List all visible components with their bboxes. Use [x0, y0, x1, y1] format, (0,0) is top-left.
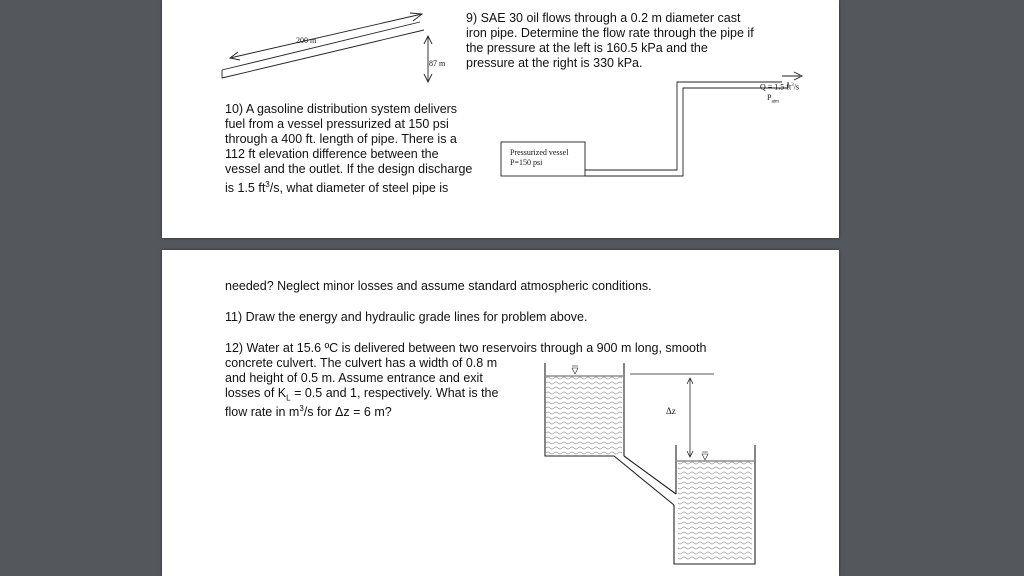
problem-12-line-4-a: losses of K: [225, 386, 287, 400]
problem-10-continued: needed? Neglect minor losses and assume standard atmospheric conditions.: [225, 279, 652, 293]
patm-sub: atm: [771, 99, 779, 105]
problem-10-line-6-b: /s, what diameter of steel pipe is: [269, 181, 449, 196]
problem-12-line-5-sup: 3: [299, 404, 304, 413]
reservoirs-figure: [162, 250, 839, 576]
problem-11: 11) Draw the energy and hydraulic grade lines for problem above.: [225, 310, 588, 324]
problem-9-line-3: the pressure at the left is 160.5 kPa and the: [466, 41, 708, 55]
problem-12-line-2: concrete culvert. The culvert has a width of 0.8 m: [225, 356, 498, 370]
problem-12-line-3: and height of 0.5 m. Assume entrance and exit: [225, 371, 483, 385]
discharge-label-sup: 3: [791, 83, 794, 88]
problem-12-line-5-b: /s for Δz = 6 m?: [303, 405, 392, 420]
discharge-label-b: /s: [793, 82, 800, 92]
discharge-label: [760, 81, 799, 93]
discharge-label-a: Q = 1.5 ft: [760, 82, 792, 92]
problem-10-line-6-sup: 3: [265, 180, 270, 189]
pipe-height-label: 87 m: [429, 59, 446, 68]
vessel-pressure-label: P=150 psi: [510, 158, 543, 167]
problem-9-line-1: 9) SAE 30 oil flows through a 0.2 m diameter cast: [466, 11, 741, 25]
problem-12-line-5-a: flow rate in m: [225, 405, 300, 420]
problem-10-line-5: vessel and the outlet. If the design discharge: [225, 162, 473, 176]
problem-10-line-4: 112 ft elevation difference between the: [225, 147, 439, 161]
problem-12-line-1: 12) Water at 15.6 ºC is delivered between two reservoirs through a 900 m long, smooth: [225, 341, 707, 355]
problem-12-line-4-sub: L: [286, 393, 291, 403]
document-page-2: [162, 250, 839, 576]
problem-12-line-4-b: = 0.5 and 1, respectively. What is the: [290, 386, 499, 400]
problem-9-line-4: pressure at the right is 330 kPa.: [466, 56, 643, 70]
problem-10-line-6-a: is 1.5 ft: [225, 181, 266, 196]
patm-label: P: [767, 93, 772, 102]
problem-9-line-2: iron pipe. Determine the flow rate through the pipe if: [466, 26, 754, 40]
document-page-1: [162, 0, 839, 238]
problem-10-line-2: fuel from a vessel pressurized at 150 psi: [225, 117, 449, 131]
delta-z-label: Δz: [666, 406, 676, 416]
pipe-length-label: 200 m: [296, 36, 317, 45]
problem-10-line-1: 10) A gasoline distribution system delivers: [225, 102, 458, 116]
vessel-label: Pressurized vessel: [510, 148, 569, 157]
atmospheric-pressure-label: [767, 93, 779, 108]
problem-10-line-6: [225, 177, 448, 197]
problem-10-line-3: through a 400 ft. length of pipe. There is a: [225, 132, 457, 146]
